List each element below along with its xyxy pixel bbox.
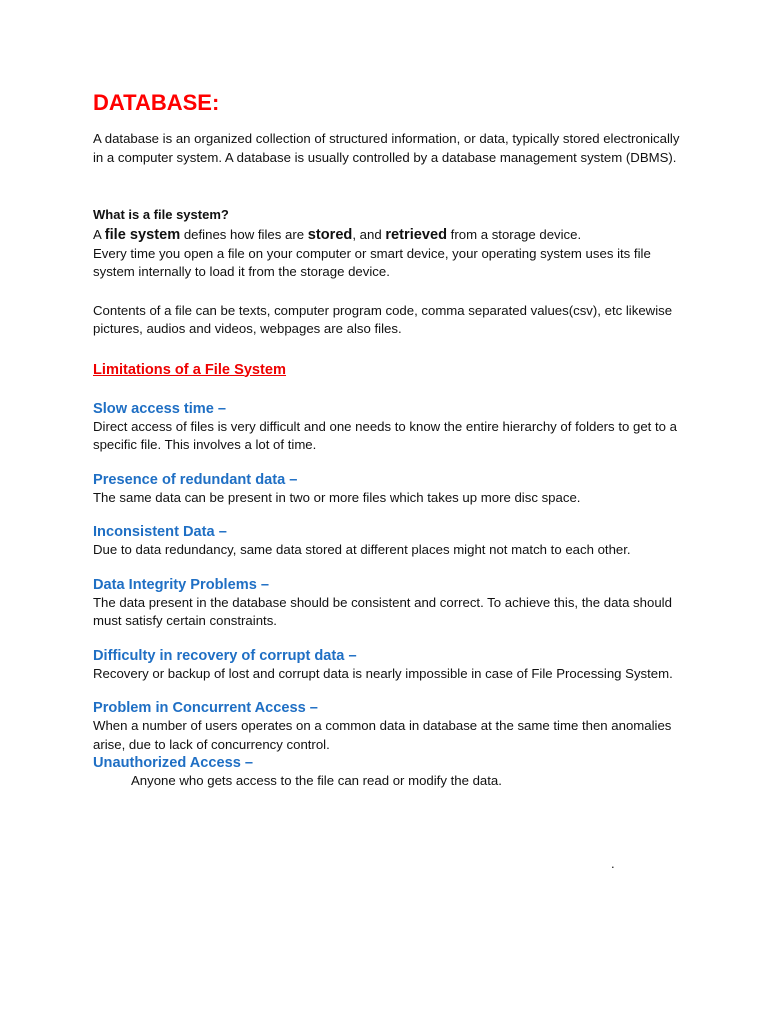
limitation-heading: Difficulty in recovery of corrupt data –	[93, 647, 357, 664]
document-page	[93, 88, 693, 791]
limitation-heading: Data Integrity Problems –	[93, 576, 269, 593]
limitations-heading: Limitations of a File System	[93, 361, 287, 378]
stray-period: .	[611, 856, 615, 871]
limitation-heading: Unauthorized Access –	[93, 755, 254, 771]
limitation-text: Direct access of files is very difficult and one needs to know the entire hierarchy of folders to get to a specific file. This involves a lot of time.	[93, 418, 677, 452]
limitation-text: Due to data redundancy, same data stored at different places might not match to each other.	[93, 542, 631, 557]
file-system-usage: Every time you open a file on your computer or smart device, your operating system uses its file system internally to load it from the storage device.	[93, 245, 651, 279]
limitation-item	[93, 400, 693, 455]
page-title: DATABASE:	[93, 90, 220, 115]
limitation-item	[93, 699, 693, 754]
def-text: , and	[352, 227, 386, 242]
limitation-item	[93, 523, 693, 560]
limitation-text: Anyone who gets access to the file can read or modify the data.	[131, 773, 502, 788]
limitation-heading: Slow access time –	[93, 400, 227, 417]
limitation-heading: Inconsistent Data –	[93, 524, 227, 540]
limitation-text: The data present in the database should be consistent and correct. To achieve this, the data should must satisfy certain constraints.	[93, 594, 672, 628]
file-system-question: What is a file system?	[93, 207, 229, 222]
file-system-definition	[93, 226, 693, 282]
intro-paragraph: A database is an organized collection of structured information, or data, typically stored electronically in a computer system. A database is usually controlled by a database management system (DBMS).	[93, 131, 680, 165]
def-bold-stored: stored	[307, 227, 353, 243]
def-text: defines how files are	[180, 227, 308, 242]
file-system-definition-line	[93, 226, 693, 245]
limitation-item	[93, 471, 693, 508]
limitation-heading: Problem in Concurrent Access –	[93, 700, 318, 716]
limitation-heading: Presence of redundant data –	[93, 471, 298, 488]
limitation-item	[93, 576, 693, 631]
def-text: from a storage device.	[447, 227, 582, 242]
limitation-item	[93, 754, 693, 791]
def-bold-retrieved: retrieved	[385, 227, 448, 243]
limitation-text: Recovery or backup of lost and corrupt data is nearly impossible in case of File Processing System.	[93, 665, 673, 681]
contents-paragraph: Contents of a file can be texts, computer program code, comma separated values(csv), etc likewise pictures, audios and videos, webpages are also files.	[93, 302, 673, 336]
limitation-text: The same data can be present in two or more files which takes up more disc space.	[93, 489, 581, 505]
def-bold-file-system: file system	[104, 227, 181, 243]
def-text: A	[93, 227, 105, 242]
limitation-text: When a number of users operates on a common data in database at the same time then anomalies arise, due to lack of concurrency control.	[93, 718, 672, 752]
limitation-item	[93, 647, 693, 684]
